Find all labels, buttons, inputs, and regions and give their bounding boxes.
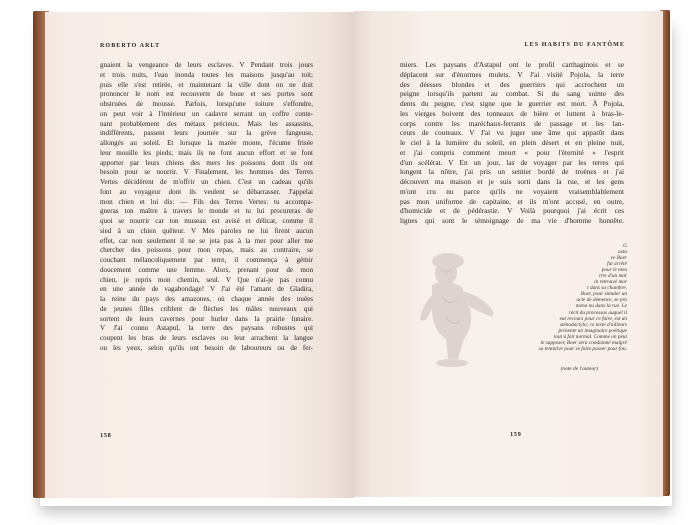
right-page-text [400,60,624,226]
text-line: d'un scélérat. V En un jour, las de voyager par les terres qui [400,157,624,167]
text-line: déplacent sur d'énormes mulets. V J'ai visité Pojola, la terre [400,69,624,79]
footnote-line: rtre d'un mar [598,273,627,280]
text-line: apporter par leurs chiens des mers les poissons dont ils ont [100,158,313,167]
text-line: nant probablement des métaux précieux. Mais les assassins, [100,119,313,128]
text-line: le ciel à la lumière du soleil, en plein désert et en pleine nuit, [400,138,624,147]
footnote-line: usta [618,249,627,256]
text-line: longent la nôtre, j'ai pris un sentier bordé de troènes et j'ai [400,167,624,177]
text-line: obstruées de mousse. Parfois, lorsqu'une toiture s'effondre, [100,100,313,108]
text-line: des déesses blondes et des guerriers qui accrochent un [400,79,624,89]
text-line: font au voyageur dont ils veulent se débarrasser. J'appelai [100,187,313,196]
footnote-line: sténodactylo; ce texte d'ailleurs [559,321,627,328]
text-line: indifférents, passent leurs journée sur la grève fangeuse, [100,129,313,138]
text-line: effet, car non seulement il ne se jeta pas à la mer pour aller me [100,236,313,245]
text-line: Vertes décidèrent de m'offrir un chien. C'est un cadeau qu'ils [100,178,313,186]
text-line: et trois nuits, l'eau inonda toutes les maisons jusqu'au toit; [100,70,313,79]
footnote-line: G [623,243,627,249]
text-line: dents du peigne, c'est signe que le guerrier est mort. À Pojola, [400,99,624,108]
footnote-line: récit du processus auquel il [568,309,627,316]
footnote [474,243,627,352]
text-line: sortent de leurs cavernes pour hurler dans la prairie lunaire. [100,314,313,323]
text-line: miers. Les paysans d'Astapul ont le profil carthaginois et se [400,60,624,69]
text-line: d'homicide et de pédérastie. V Voilà pourquoi j'ai écrit ces [400,206,624,216]
text-line: m'ont cru nu parce qu'ils ne voyaient vraisemblablement [400,186,624,196]
footnote-line: présente un imaginaire poétique [558,327,627,334]
right-running-head: LES HABITS DU FANTÔME [524,42,625,48]
text-line: de jeunes filles criblent de flèches les mâles nouveaux qui [100,304,313,313]
text-line: doucement comme une femme. Alors, prenant pour de mon [100,265,313,274]
text-line: couchant mélancoliquement par terre, il commença à gémir [100,256,313,264]
left-page [45,12,354,498]
left-running-head: ROBERTO ARLT [100,43,161,49]
text-line: peigne lorsqu'ils partent au combat. Si du sang suinte des [400,89,624,99]
text-line: puis elle s'est retirée, et maintenant la ville dont on ne doit [100,80,313,89]
footnote-line: sa tentative pour se faire passer pour fou. [538,345,627,352]
footnote-line: acte de démence, se pro [576,297,627,304]
text-line: chercher des poissons pour mon repas, mais au contraire, se [100,246,313,255]
text-line: corps contre les maréchaux-ferrants de passage et les lan- [400,118,624,128]
footnote-attribution: (note de l'auteur) [560,366,598,372]
text-line: allongés au soleil. Et lorsque la marée monte, l'écume frisée [100,139,313,147]
footnote-line: Boer, pour simuler un [580,291,627,298]
footnote-line: in retrouvé mor [594,279,627,286]
text-line: gnaient la vengeance de leurs esclaves. V Pendant trois jours [100,61,313,69]
text-line: et j'ai compris comment meurt « pour l'éternité » l'esprit [400,147,624,157]
footnote-line: t dans sa chambre. [587,285,627,292]
left-page-text [100,61,313,354]
text-line: sied à un chien quêteur. V Mes paroles ne lui firent aucun [100,226,313,235]
left-folio: 158 [100,432,112,439]
text-line: ceurs de couteaux. V J'ai vu juger une âme qui apparût dans [400,128,624,138]
text-line: les vierges boivent des tonneaux de bière et luttent à bras-le- [400,108,624,118]
right-page [354,11,663,497]
text-line: pas mon uniforme de capitaine, et ils m'ont accusé, en outre, [400,196,624,206]
text-line: coupent les bras de leurs esclaves ou leur arrachent la langue [100,334,313,342]
text-line: ou les yeux, selon qu'ils ont besoin de laboureurs ou de fer- [100,343,313,352]
text-line: gneras ton maître à travers le monde et tu lui procureras de [100,207,313,216]
footnote-line: eut recours pour ce faire, est un [559,315,627,322]
text-line: V J'ai connu Astapul, la terre des paysans robustes qui [100,324,313,333]
text-line: découvert ma maison et je suis sorti dans la rue, et les gens [400,177,624,186]
footnote-line: fut arrêté [607,261,627,268]
footnote-line: tout à fait normal. Comme on peut [553,333,627,340]
text-line: chien, je repris mon chemin, seul. V Que n'ai-je pas connu [100,275,313,284]
text-line: quoi se nourrir car ton museau est avisé et délicat, comme il [100,217,313,225]
footnote-line: le supposer, Boer sera condamné malgré [540,339,627,346]
text-line: lignes qui sont le témoignage de ma vie d'homme honnête. [400,216,624,225]
text-line: prononcer le nom est recouverte de boue et ses portes sont [100,90,313,99]
text-line: mon chien et lui dis: — Fils des Terres Vertes: tu accompa- [100,197,313,206]
text-line: besoin pour se nourrir. V Finalement, les hommes des Terres [100,168,313,177]
footnote-line: mena nu dans la rue. Le [575,303,627,310]
text-line: la reine du pays des amazones, où chaque année des nuées [100,295,313,303]
text-line: on peut voir à l'intérieur un cadavre serrant un coffre conte- [100,109,313,118]
footnote-line: pour le meu [601,267,627,274]
right-folio: 159 [510,431,522,438]
footnote-line: ve Boer [610,255,627,262]
text-line: en une année de vagabondage! V J'ai été l'amant de Gladira, [100,285,313,294]
text-line: leur mouille les pieds; mais ils ne font aucun effort et se font [100,148,313,157]
